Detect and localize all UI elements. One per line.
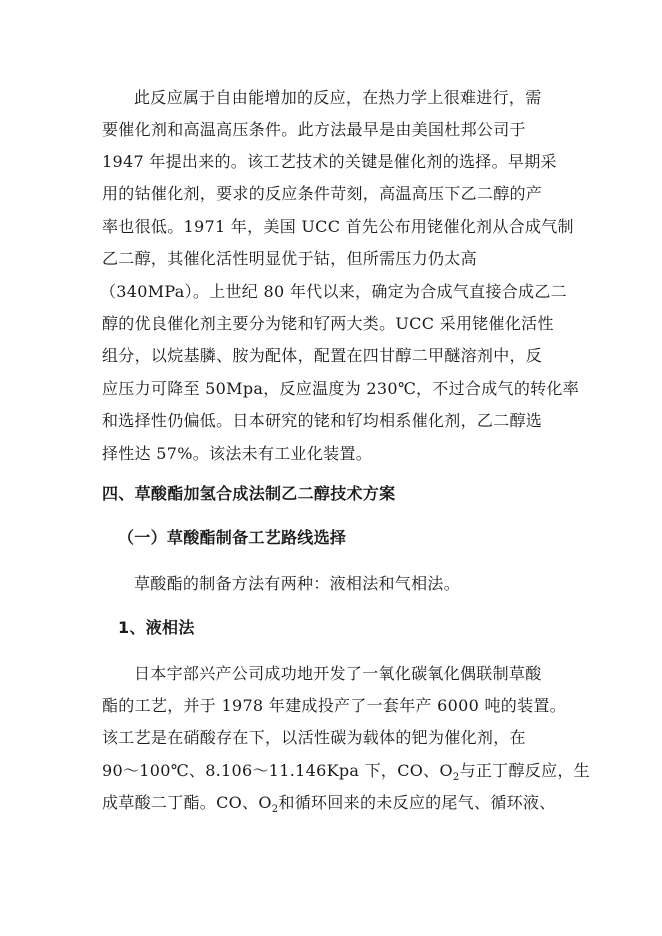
section-4-heading: 四、草酸酯加氢合成法制乙二醇技术方案 [102,484,396,503]
paragraph-1-line-12: 择性达 57%。该法未有工业化装置。 [102,444,373,463]
paragraph-1-line-11: 和选择性仍偏低。日本研究的铑和钌均相系催化剂，乙二醇选 [102,411,543,430]
paragraph-3-line-5-text: 成草酸二丁酯。CO、O [102,793,272,812]
oxygen-subscript: 2 [452,772,460,784]
paragraph-3-line-4-text: 90～100℃、8.106～11.146Kpa 下，CO、O [102,761,453,780]
paragraph-1-line-7: （340MPa）。上世纪 80 年代以来，确定为合成气直接合成乙二 [100,282,567,301]
paragraph-1-line-1: 此反应属于自由能增加的反应，在热力学上很难进行，需 [134,88,542,107]
paragraph-1-line-10: 应压力可降至 50Mpa，反应温度为 230℃，不过合成气的转化率 [102,379,580,398]
paragraph-1-line-3: 1947 年提出来的。该工艺技术的关键是催化剂的选择。早期采 [102,152,557,171]
paragraph-1-line-2: 要催化剂和高温高压条件。此方法最早是由美国杜邦公司于 [102,120,526,139]
paragraph-3-line-5-rest: 和循环回来的未反应的尾气、循环液、 [278,793,556,812]
paragraph-3-line-2: 酯的工艺，并于 1978 年建成投产了一套年产 6000 吨的装置。 [102,696,566,715]
paragraph-1-line-5: 率也很低。1971 年，美国 UCC 首先公布用铑催化剂从合成气制 [102,217,574,236]
paragraph-1-line-9: 组分，以烷基膦、胺为配体，配置在四甘醇二甲醚溶剂中，反 [102,346,543,365]
paragraph-3-line-5 [102,793,556,816]
paragraph-3-line-1: 日本宇部兴产公司成功地开发了一氧化碳氧化偶联制草酸 [134,664,542,683]
paragraph-2: 草酸酯的制备方法有两种：液相法和气相法。 [134,574,461,593]
oxygen-subscript: 2 [271,804,279,816]
subsection-1-heading: （一）草酸酯制备工艺路线选择 [118,528,347,547]
paragraph-3-line-4 [102,761,590,784]
paragraph-3-line-3: 该工艺是在硝酸存在下，以活性碳为载体的钯为催化剂，在 [102,728,526,747]
item-1-heading: 1、液相法 [118,618,195,637]
paragraph-1-line-8: 醇的优良催化剂主要分为铑和钌两大类。UCC 采用铑催化活性 [102,314,554,333]
paragraph-3-line-4-rest: 与正丁醇反应，生 [459,761,590,780]
paragraph-1-line-6: 乙二醇，其催化活性明显优于钴，但所需压力仍太高 [102,249,477,268]
paragraph-1-line-4: 用的钴催化剂，要求的反应条件苛刻，高温高压下乙二醇的产 [102,184,543,203]
